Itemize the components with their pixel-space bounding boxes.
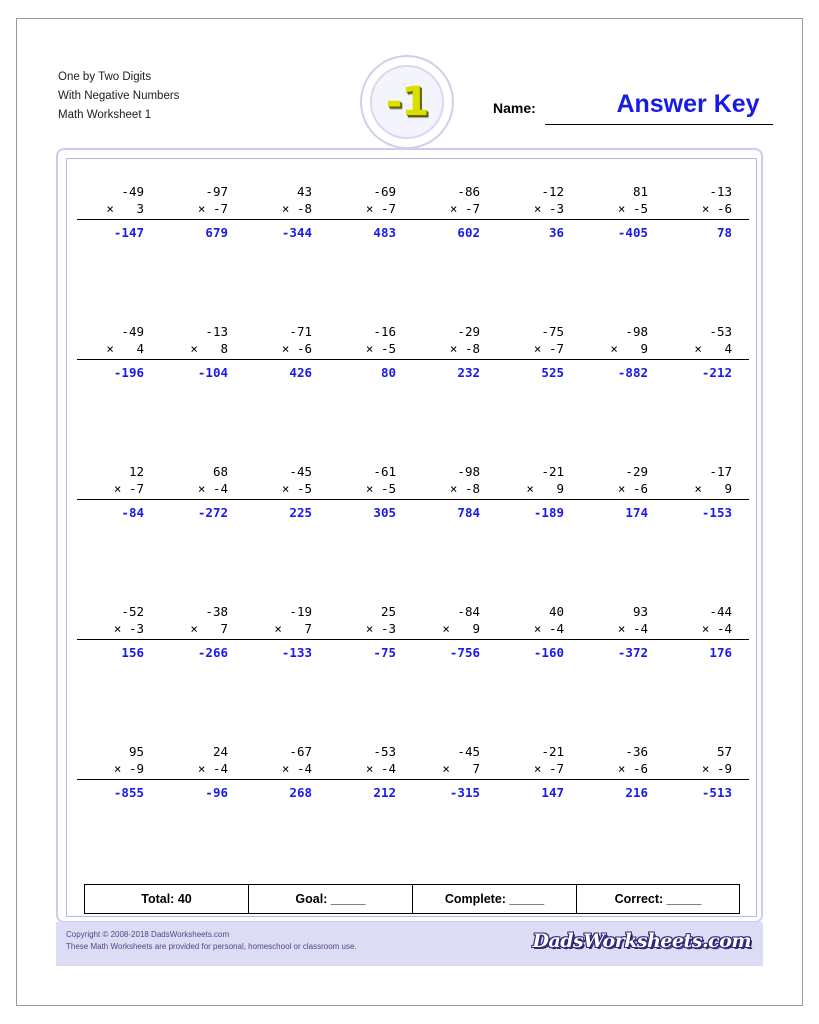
problem [581, 463, 665, 521]
problem-answer: -84 [121, 505, 144, 520]
problem-row [77, 173, 749, 313]
problem [665, 463, 749, 521]
problem-operand-top: -13 [205, 324, 228, 339]
problem-operand-top: -44 [709, 604, 732, 619]
problem-operand-bottom: × -7 [161, 200, 245, 220]
problem [77, 603, 161, 661]
problem-answer: -189 [533, 505, 564, 520]
problem-cell [245, 733, 329, 873]
problem [329, 463, 413, 521]
problem-operand-top: 24 [212, 744, 228, 759]
answer-key-label: Answer Key [616, 90, 760, 118]
problem-cell [77, 593, 161, 733]
problem-operand-top: -53 [373, 744, 396, 759]
correct-box[interactable]: Correct: _____ [576, 884, 740, 914]
problem-cell [665, 733, 749, 873]
problem-answer: -513 [701, 785, 732, 800]
problem-cell [161, 313, 245, 453]
problem-operand-bottom: × 4 [77, 340, 161, 360]
problem-cell [665, 173, 749, 313]
problem-cell [581, 173, 665, 313]
problem-operand-top: -52 [121, 604, 144, 619]
problem-operand-bottom: × 7 [245, 620, 329, 640]
problem-operand-bottom: × -7 [413, 200, 497, 220]
title-line-2: With Negative Numbers [58, 90, 180, 102]
problem-answer: -104 [197, 365, 228, 380]
problem-operand-top: -13 [709, 184, 732, 199]
problem-operand-bottom: × -4 [497, 620, 581, 640]
problem [329, 183, 413, 241]
problem-operand-bottom: × 9 [581, 340, 665, 360]
problem-answer: 216 [625, 785, 648, 800]
problem [665, 743, 749, 801]
title-line-3: Math Worksheet 1 [58, 109, 152, 121]
problem-operand-bottom: × -5 [329, 480, 413, 500]
problem-operand-top: 25 [380, 604, 396, 619]
problem-operand-top: 95 [128, 744, 144, 759]
problem-answer: -147 [113, 225, 144, 240]
problem [413, 603, 497, 661]
problem-cell [665, 593, 749, 733]
problem-operand-bottom: × -4 [329, 760, 413, 780]
problem [581, 603, 665, 661]
problem-cell [77, 453, 161, 593]
problem-operand-top: -12 [541, 184, 564, 199]
problem-cell [665, 313, 749, 453]
problems-grid [77, 173, 749, 873]
problem [161, 183, 245, 241]
problem-operand-bottom: × -7 [497, 340, 581, 360]
problem-operand-top: -21 [541, 464, 564, 479]
problem [245, 323, 329, 381]
problem [497, 603, 581, 661]
score-boxes [84, 884, 740, 914]
problem-operand-bottom: × -6 [245, 340, 329, 360]
problem [161, 323, 245, 381]
problem [245, 463, 329, 521]
problem-operand-bottom: × -5 [581, 200, 665, 220]
problem-answer: -153 [701, 505, 732, 520]
problem-operand-top: -16 [373, 324, 396, 339]
problem-cell [413, 453, 497, 593]
problem-row [77, 593, 749, 733]
problem-operand-bottom: × -6 [581, 760, 665, 780]
problem-operand-bottom: × 4 [665, 340, 749, 360]
problem-operand-bottom: × -9 [77, 760, 161, 780]
problem-cell [581, 593, 665, 733]
problem-operand-top: 40 [548, 604, 564, 619]
problem [329, 603, 413, 661]
problem-operand-top: 43 [296, 184, 312, 199]
problem-cell [497, 313, 581, 453]
problem-answer: -75 [373, 645, 396, 660]
problem-cell [581, 453, 665, 593]
problem-answer: 174 [625, 505, 648, 520]
problem-operand-bottom: × -4 [161, 480, 245, 500]
problem-operand-top: -45 [289, 464, 312, 479]
problem [665, 603, 749, 661]
problem [161, 603, 245, 661]
problem [245, 603, 329, 661]
problem-answer: 483 [373, 225, 396, 240]
problem-operand-top: -29 [457, 324, 480, 339]
problem-operand-bottom: × -9 [665, 760, 749, 780]
problem-operand-top: -49 [121, 184, 144, 199]
problem-operand-bottom: × -4 [245, 760, 329, 780]
problem-cell [161, 733, 245, 873]
problem [497, 743, 581, 801]
problem-operand-top: -29 [625, 464, 648, 479]
problem-answer: 147 [541, 785, 564, 800]
problem-cell [665, 453, 749, 593]
problem-operand-bottom: × -5 [245, 480, 329, 500]
problem-cell [245, 173, 329, 313]
problem-cell [413, 593, 497, 733]
goal-box[interactable]: Goal: _____ [248, 884, 412, 914]
usage-line: These Math Worksheets are provided for personal, homeschool or classroom use. [66, 942, 357, 951]
problem [665, 183, 749, 241]
problem-answer: 784 [457, 505, 480, 520]
problem [413, 183, 497, 241]
problem-answer: -855 [113, 785, 144, 800]
problem-operand-bottom: × -8 [413, 480, 497, 500]
problem-operand-bottom: × 7 [413, 760, 497, 780]
problem-operand-bottom: × -7 [497, 760, 581, 780]
problem-answer: 268 [289, 785, 312, 800]
problem-operand-top: -49 [121, 324, 144, 339]
problem [245, 183, 329, 241]
footer-bar [56, 922, 763, 966]
problem-answer: -882 [617, 365, 648, 380]
problem-cell [161, 593, 245, 733]
problem-cell [497, 173, 581, 313]
problem-cell [161, 453, 245, 593]
problem-operand-bottom: × -4 [161, 760, 245, 780]
copyright-line: Copyright © 2008-2018 DadsWorksheets.com [66, 930, 230, 939]
problem [581, 183, 665, 241]
problem-answer: -405 [617, 225, 648, 240]
problem-operand-bottom: × 9 [665, 480, 749, 500]
problem-operand-bottom: × -6 [665, 200, 749, 220]
problem-operand-bottom: × 9 [413, 620, 497, 640]
problem-cell [245, 313, 329, 453]
problem [413, 743, 497, 801]
complete-box[interactable]: Complete: _____ [412, 884, 576, 914]
logo-number-label: -1 [385, 79, 429, 125]
problem-answer: -756 [449, 645, 480, 660]
problem-answer: -133 [281, 645, 312, 660]
problem-operand-top: -17 [709, 464, 732, 479]
problem-cell [413, 313, 497, 453]
problem [77, 743, 161, 801]
problem-operand-top: -45 [457, 744, 480, 759]
problem-operand-top: -98 [457, 464, 480, 479]
problem-operand-top: -97 [205, 184, 228, 199]
problem-operand-bottom: × 8 [161, 340, 245, 360]
problem-answer: 305 [373, 505, 396, 520]
problem-answer: 525 [541, 365, 564, 380]
problem [413, 323, 497, 381]
problem [497, 463, 581, 521]
problem-answer: -96 [205, 785, 228, 800]
problem-answer: 176 [709, 645, 732, 660]
problem-operand-top: -86 [457, 184, 480, 199]
problem-answer: -212 [701, 365, 732, 380]
problem-answer: -315 [449, 785, 480, 800]
problems-panel-inner [66, 158, 757, 917]
problem-cell [161, 173, 245, 313]
problem [581, 323, 665, 381]
problem-cell [329, 173, 413, 313]
problem-answer: 156 [121, 645, 144, 660]
problem-cell [581, 733, 665, 873]
problem [245, 743, 329, 801]
problem-answer: 426 [289, 365, 312, 380]
problem-answer: 36 [548, 225, 564, 240]
problem-operand-top: -71 [289, 324, 312, 339]
problem-operand-top: -75 [541, 324, 564, 339]
name-area [493, 90, 778, 130]
title-line-1: One by Two Digits [58, 71, 152, 83]
problem-cell [77, 173, 161, 313]
problem-operand-bottom: × -5 [329, 340, 413, 360]
problem [497, 183, 581, 241]
problems-panel-outer [56, 148, 763, 923]
problem-answer: 602 [457, 225, 480, 240]
problem-answer: 78 [716, 225, 732, 240]
problem-answer: -196 [113, 365, 144, 380]
problem-cell [497, 453, 581, 593]
problem-cell [329, 593, 413, 733]
brand-logo[interactable]: DadsWorksheets.com [532, 930, 751, 952]
problem-operand-top: -36 [625, 744, 648, 759]
copyright-block [66, 929, 357, 953]
problem-operand-top: -21 [541, 744, 564, 759]
problem-answer: 212 [373, 785, 396, 800]
problem-operand-bottom: × -4 [665, 620, 749, 640]
problem-operand-bottom: × -7 [329, 200, 413, 220]
problem [161, 743, 245, 801]
problem-operand-bottom: × -3 [497, 200, 581, 220]
problem-answer: -266 [197, 645, 228, 660]
problem-cell [245, 593, 329, 733]
problem-cell [329, 733, 413, 873]
problem-operand-top: -84 [457, 604, 480, 619]
problem-operand-top: 57 [716, 744, 732, 759]
problem [161, 463, 245, 521]
problem-operand-top: -53 [709, 324, 732, 339]
worksheet-title-block [58, 68, 179, 125]
problem-operand-top: -61 [373, 464, 396, 479]
problem-cell [77, 733, 161, 873]
problem-cell [245, 453, 329, 593]
problem [77, 183, 161, 241]
problem [581, 743, 665, 801]
problem-answer: 80 [380, 365, 396, 380]
problem-operand-bottom: × -4 [581, 620, 665, 640]
problem-answer: -272 [197, 505, 228, 520]
problem-operand-bottom: × 7 [161, 620, 245, 640]
problem-cell [413, 173, 497, 313]
problem-operand-top: 12 [128, 464, 144, 479]
problem [665, 323, 749, 381]
problem-cell [329, 453, 413, 593]
problem-answer: 679 [205, 225, 228, 240]
problem-row [77, 313, 749, 453]
problem-answer: -372 [617, 645, 648, 660]
problem-operand-top: -38 [205, 604, 228, 619]
problem-answer: 225 [289, 505, 312, 520]
problem-operand-top: 93 [632, 604, 648, 619]
problem-answer: 232 [457, 365, 480, 380]
problem [77, 463, 161, 521]
problem-row [77, 453, 749, 593]
worksheet-header [38, 50, 778, 146]
problem-row [77, 733, 749, 873]
problem [329, 323, 413, 381]
problem-operand-bottom: × -3 [77, 620, 161, 640]
problem-cell [77, 313, 161, 453]
problem-operand-top: -19 [289, 604, 312, 619]
problem-operand-top: 68 [212, 464, 228, 479]
problem-cell [329, 313, 413, 453]
problem-operand-bottom: × 9 [497, 480, 581, 500]
total-box: Total: 40 [84, 884, 248, 914]
problem-operand-bottom: × -8 [413, 340, 497, 360]
problem-operand-top: -98 [625, 324, 648, 339]
problem-operand-bottom: × -3 [329, 620, 413, 640]
problem-operand-top: -69 [373, 184, 396, 199]
problem [413, 463, 497, 521]
problem-answer: -344 [281, 225, 312, 240]
problem-operand-bottom: × -7 [77, 480, 161, 500]
problem-cell [497, 593, 581, 733]
problem-operand-bottom: × -6 [581, 480, 665, 500]
problem-cell [581, 313, 665, 453]
problem-cell [497, 733, 581, 873]
problem-operand-bottom: × 3 [77, 200, 161, 220]
problem-answer: -160 [533, 645, 564, 660]
problem-operand-bottom: × -8 [245, 200, 329, 220]
problem [77, 323, 161, 381]
problem-operand-top: -67 [289, 744, 312, 759]
worksheet-logo [360, 55, 456, 151]
problem-cell [413, 733, 497, 873]
name-input-line[interactable] [545, 124, 773, 125]
problem [497, 323, 581, 381]
problem-operand-top: 81 [632, 184, 648, 199]
name-label: Name: [493, 100, 536, 116]
problem [329, 743, 413, 801]
